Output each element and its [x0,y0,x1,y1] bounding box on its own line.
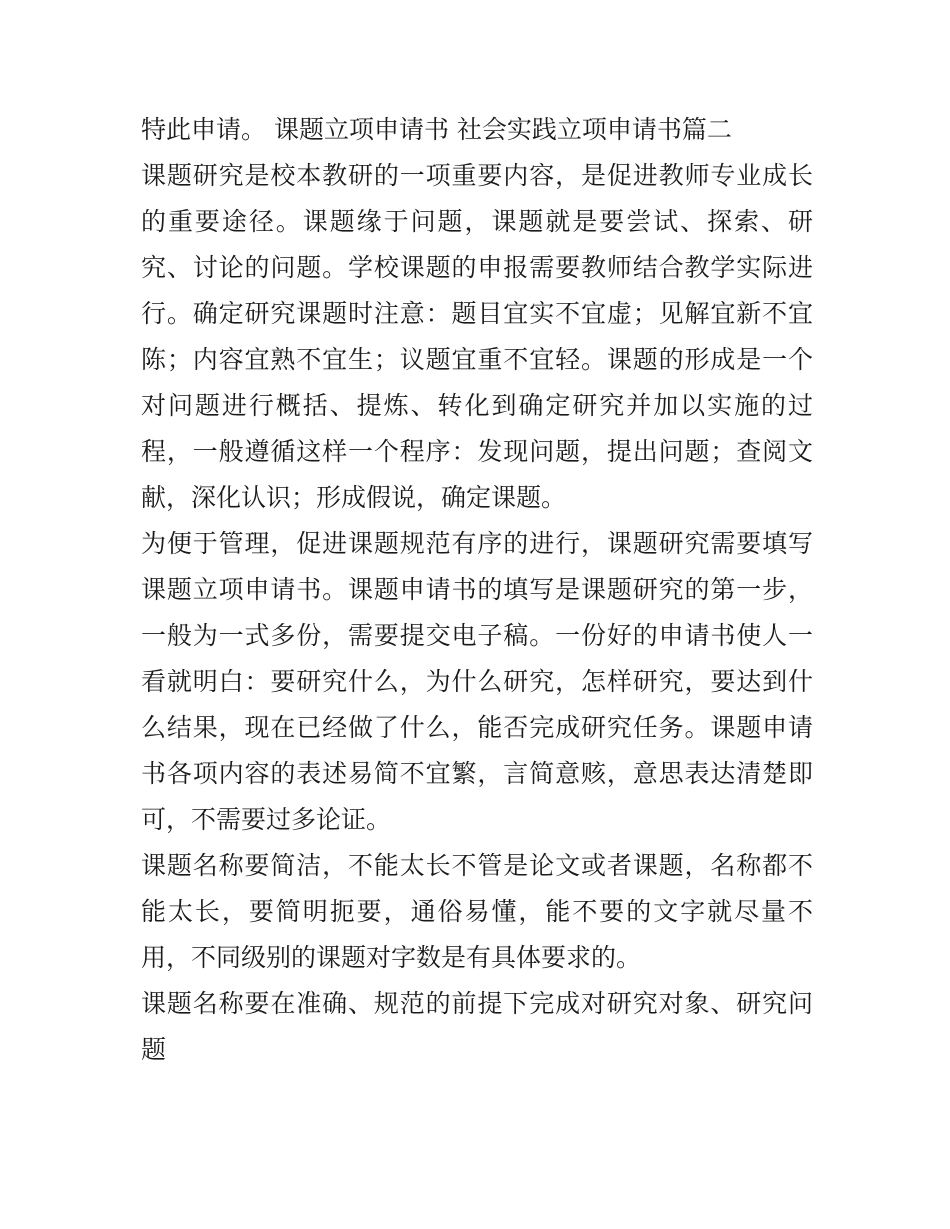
paragraph-heading-line: 特此申请。 课题立项申请书 社会实践立项申请书篇二 [141,115,732,144]
paragraph-title-accuracy: 课题名称要在准确、规范的前提下完成对研究对象、研究问题 [141,989,813,1064]
paragraph-application-form: 为便于管理，促进课题规范有序的进行，课题研究需要填写课题立项申请书。课题申请书的填写是课题研究的第一步，一般为一式多份，需要提交电子稿。一份好的申请书使人一看就明白：要研究什么，为什么研究，怎样研究，要达到什么结果，现在已经做了什么，能否完成研究任务。课题申请书各项内容的表述易简不宜繁，言简意赅，意思表达清楚即可，不需要过多论证。 [141,529,813,834]
paragraph-title-brevity: 课题名称要简洁，不能太长不管是论文或者课题，名称都不能太长，要简明扼要，通俗易懂，能不要的文字就尽量不用，不同级别的课题对字数是有具体要求的。 [141,851,813,972]
document-body [141,107,813,1073]
paragraph-research-importance: 课题研究是校本教研的一项重要内容，是促进教师专业成长的重要途径。课题缘于问题，课题就是要尝试、探索、研究、讨论的问题。学校课题的申报需要教师结合教学实际进行。确定研究课题时注意：题目宜实不宜虚；见解宜新不宜陈；内容宜熟不宜生；议题宜重不宜轻。课题的形成是一个对问题进行概括、提炼、转化到确定研究并加以实施的过程，一般遵循这样一个程序：发现问题，提出问题；查阅文献，深化认识；形成假说，确定课题。 [141,161,813,512]
